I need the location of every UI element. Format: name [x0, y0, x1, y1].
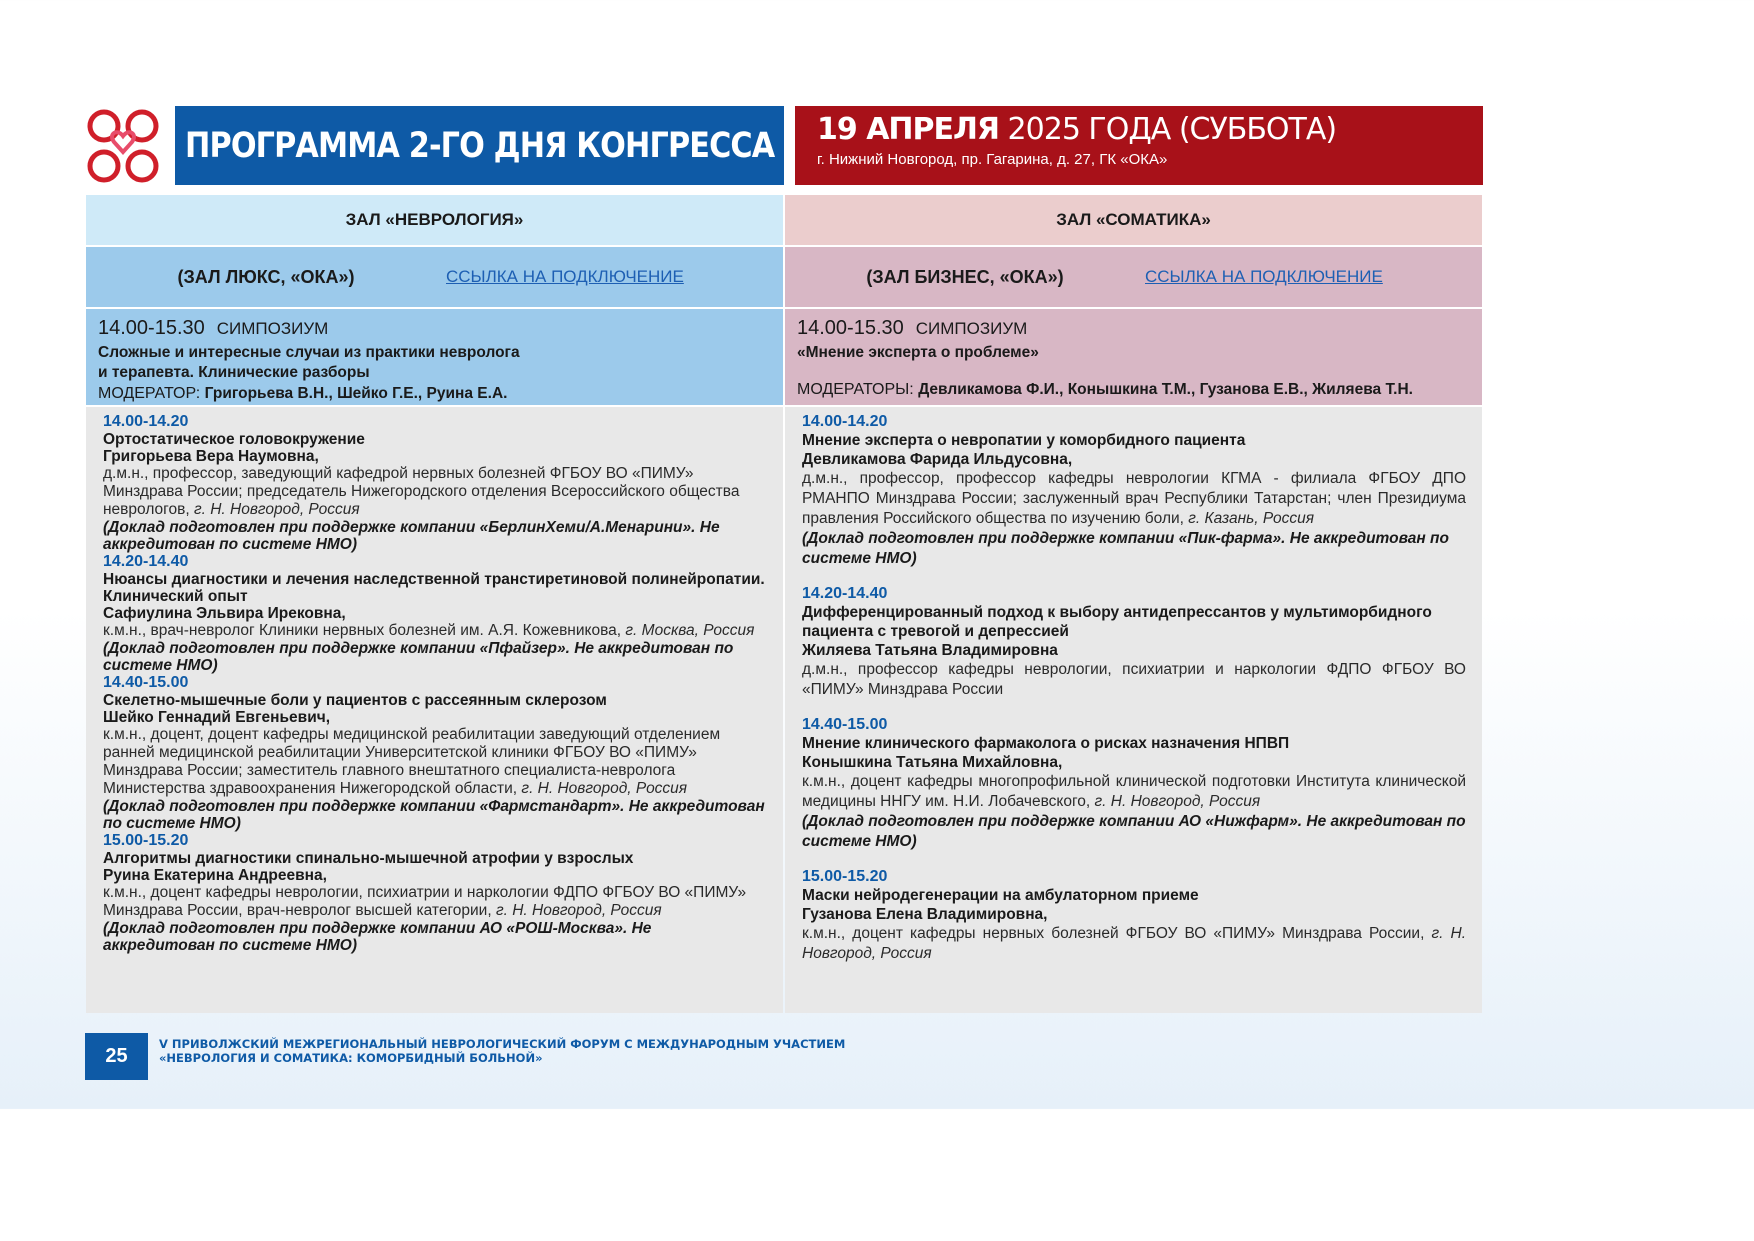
talk-speaker-info: к.м.н., доцент, доцент кафедры медицинской реабилитации заведующий отделением ранней медицинской реабилитации Университетской клиники ФГБОУ ВО «ПИМУ» Минздрава России; заместитель главного внештатного специалиста-невролога Министерства здравоохранения Нижегородской области, г. Н. Новгород, Россия: [103, 726, 721, 797]
talk-time: 14.40-15.00: [802, 716, 888, 733]
talk-item: [103, 832, 767, 954]
talk-speaker: Девликамова Фарида Ильдусовна,: [802, 451, 1073, 468]
hall-neurology-column: [86, 195, 783, 1013]
talk-time: 14.00-14.20: [103, 413, 189, 430]
date-banner: [795, 106, 1483, 185]
talk-title: Дифференцированный подход к выбору антидепрессантов у мультиморбидного пациента с тревогой и депрессией: [802, 604, 1432, 640]
talk-title: Ортостатическое головокружение: [103, 431, 365, 448]
talk-item: [802, 413, 1466, 569]
talk-note: (Доклад подготовлен при поддержке компании «Пик-фарма». Не аккредитован по системе НМО): [802, 530, 1449, 567]
connection-link[interactable]: ССЫЛКА НА ПОДКЛЮЧЕНИЕ: [446, 267, 684, 286]
talk-item: [103, 413, 767, 553]
talk-speaker: Руина Екатерина Андреевна,: [103, 867, 327, 884]
talk-speaker: Шейко Геннадий Евгеньевич,: [103, 709, 331, 726]
talk-title: Мнение клинического фармаколога о рисках назначения НПВП: [802, 735, 1290, 752]
talk-speaker-info: к.м.н., доцент кафедры нервных болезней ФГБОУ ВО «ПИМУ» Минздрава России, г. Н. Новгород, Россия: [802, 925, 1466, 962]
talk-speaker-info: к.м.н., врач-невролог Клиники нервных болезней им. А.Я. Кожевникова, г. Москва, Россия: [103, 622, 755, 639]
talk-item: [103, 553, 767, 674]
talk-item: [103, 674, 767, 832]
hall-title: ЗАЛ «НЕВРОЛОГИЯ»: [86, 195, 783, 245]
talk-note: (Доклад подготовлен при поддержке компании «БерлинХеми/А.Менарини». Не аккредитован по системе НМО): [103, 519, 720, 553]
hall-title: ЗАЛ «СОМАТИКА»: [785, 195, 1482, 245]
talk-speaker: Сафиулина Эльвира Ирековна,: [103, 605, 346, 622]
talk-time: 14.20-14.40: [802, 585, 888, 602]
talk-title: Нюансы диагностики и лечения наследственной транстиретиновой полинейропатии. Клинический опыт: [103, 571, 765, 605]
talk-title: Скелетно-мышечные боли у пациентов с рассеянным склерозом: [103, 692, 607, 709]
hall-room-row: [86, 247, 783, 307]
footer-forum-name: V ПРИВОЛЖСКИЙ МЕЖРЕГИОНАЛЬНЫЙ НЕВРОЛОГИЧЕСКИЙ ФОРУМ С МЕЖДУНАРОДНЫМ УЧАСТИЕМ «НЕВРОЛОГИЯ И СОМАТИКА: КОМОРБИДНЫЙ БОЛЬНОЙ»: [159, 1037, 846, 1065]
symposium-time: 14.00-15.30: [98, 317, 205, 339]
symposium-label: СИМПОЗИУМ: [915, 319, 1028, 338]
symposium-header: [785, 309, 1482, 405]
symposium-header: [86, 309, 783, 405]
talk-speaker-info: к.м.н., доцент кафедры многопрофильной клинической подготовки Института клинической медицины ННГУ им. Н.И. Лобачевского, г. Н. Новгород, Россия: [802, 773, 1466, 810]
talk-item: [802, 716, 1466, 852]
talk-item: [802, 585, 1466, 700]
talk-item: [802, 868, 1466, 964]
talk-note: (Доклад подготовлен при поддержке компании АО «РОШ-Москва». Не аккредитован по системе НМО): [103, 920, 652, 954]
talk-speaker: Гузанова Елена Владимировна,: [802, 906, 1048, 923]
talk-note: (Доклад подготовлен при поддержке компании АО «Нижфарм». Не аккредитован по системе НМО): [802, 813, 1466, 850]
page-title: ПРОГРАММА 2-ГО ДНЯ КОНГРЕССА: [175, 106, 784, 185]
talk-speaker-info: к.м.н., доцент кафедры неврологии, психиатрии и наркологии ФДПО ФГБОУ ВО «ПИМУ» Минздрава России, врач-невролог высшей категории, г. Н. Новгород, Россия: [103, 884, 747, 919]
talk-speaker: Григорьева Вера Наумовна,: [103, 448, 319, 465]
talk-time: 15.00-15.20: [802, 868, 888, 885]
talk-speaker: Жиляева Татьяна Владимировна: [802, 642, 1058, 659]
talks-list: [86, 407, 783, 1013]
talk-title: Мнение эксперта о невропатии у коморбидного пациента: [802, 432, 1246, 449]
talk-speaker-info: д.м.н., профессор, заведующий кафедрой нервных болезней ФГБОУ ВО «ПИМУ» Минздрава России; председатель Нижегородского отделения Всероссийского общества неврологов, г. Н. Новгород, Россия: [103, 465, 740, 518]
moderators: МОДЕРАТОР: Григорьева В.Н., Шейко Г.Е., Руина Е.А.: [98, 385, 508, 402]
room-name: (ЗАЛ БИЗНЕС, «ОКА»): [866, 266, 1064, 287]
talk-time: 14.40-15.00: [103, 674, 189, 691]
hall-somatics-column: [785, 195, 1482, 1013]
talk-title: Алгоритмы диагностики спинально-мышечной атрофии у взрослых: [103, 850, 634, 867]
talk-note: (Доклад подготовлен при поддержке компании «Фармстандарт». Не аккредитован по системе НМО): [103, 798, 765, 832]
talk-speaker: Конышкина Татьяна Михайловна,: [802, 754, 1063, 771]
talk-speaker-info: д.м.н., профессор, профессор кафедры неврологии КГМА - филиала ФГБОУ ДПО РМАНПО Минздрава России; заслуженный врач Республики Татарстан; член Президиума правления Российского общества по изучению боли, г. Казань, Россия: [802, 470, 1466, 527]
symposium-title: «Мнение эксперта о проблеме»: [797, 344, 1039, 361]
moderators: МОДЕРАТОРЫ: Девликамова Ф.И., Конышкина Т.М., Гузанова Е.В., Жиляева Т.Н.: [797, 381, 1413, 398]
talk-time: 15.00-15.20: [103, 832, 189, 849]
connection-link[interactable]: ССЫЛКА НА ПОДКЛЮЧЕНИЕ: [1145, 267, 1383, 286]
symposium-label: СИМПОЗИУМ: [216, 319, 329, 338]
room-name: (ЗАЛ ЛЮКС, «ОКА»): [177, 266, 355, 287]
symposium-time: 14.00-15.30: [797, 317, 904, 339]
talks-list: [785, 407, 1482, 1013]
program-grid: [86, 195, 1482, 1013]
event-date: 19 АПРЕЛЯ 2025 ГОДА (СУББОТА): [817, 112, 1337, 147]
page-number: 25: [85, 1033, 148, 1080]
talk-time: 14.00-14.20: [802, 413, 888, 430]
venue-address: г. Нижний Новгород, пр. Гагарина, д. 27, ГК «ОКА»: [817, 151, 1168, 168]
talk-title: Маски нейродегенерации на амбулаторном приеме: [802, 887, 1199, 904]
congress-logo: [84, 106, 162, 186]
symposium-title: Сложные и интересные случаи из практики невролога и терапевта. Клинические разборы: [98, 344, 520, 381]
hall-room-row: [785, 247, 1482, 307]
talk-time: 14.20-14.40: [103, 553, 189, 570]
talk-note: (Доклад подготовлен при поддержке компании «Пфайзер». Не аккредитован по системе НМО): [103, 640, 734, 674]
talk-speaker-info: д.м.н., профессор кафедры неврологии, психиатрии и наркологии ФДПО ФГБОУ ВО «ПИМУ» Минздрава России: [802, 661, 1466, 698]
